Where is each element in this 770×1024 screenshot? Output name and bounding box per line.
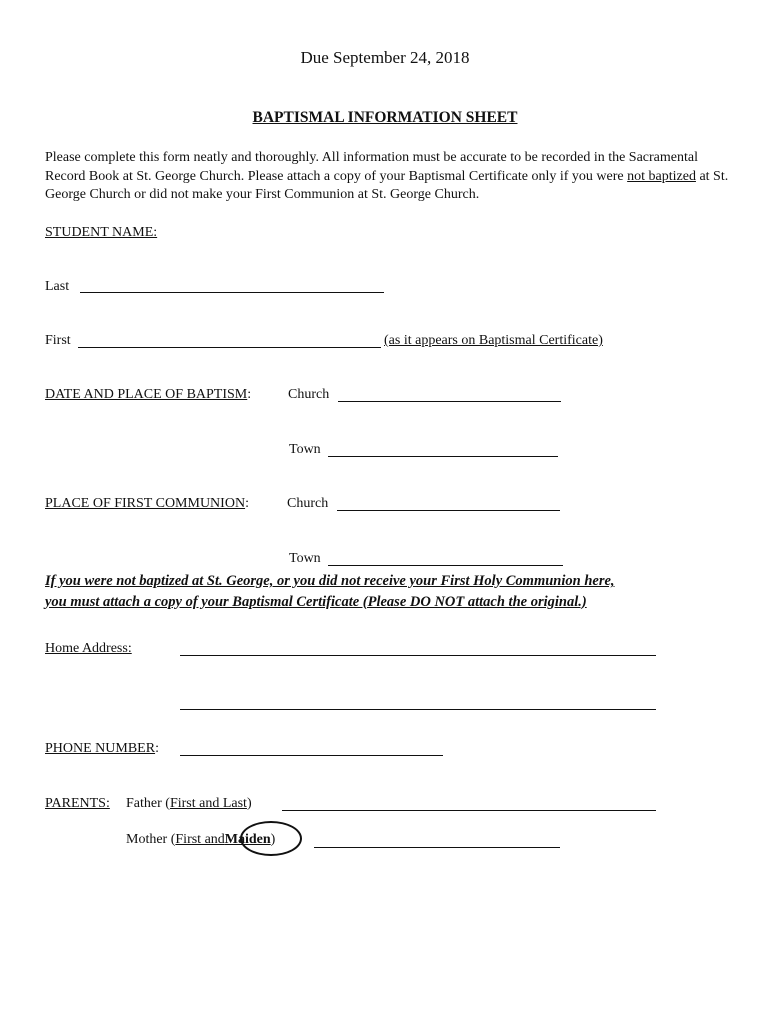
communion-church-label: Church bbox=[287, 496, 329, 511]
baptism-town-field[interactable] bbox=[328, 456, 558, 457]
last-name-label: Last bbox=[45, 279, 70, 294]
form-title: BAPTISMAL INFORMATION SHEET bbox=[252, 109, 518, 126]
last-name-field[interactable] bbox=[80, 292, 384, 293]
father-name-format: First and Last bbox=[169, 796, 247, 811]
mother-suffix: ) bbox=[270, 832, 276, 847]
phone-label bbox=[45, 741, 159, 757]
baptism-town-label: Town bbox=[289, 442, 321, 457]
communion-heading-text: PLACE OF FIRST COMMUNION bbox=[45, 496, 246, 511]
mother-maiden-format: Maiden bbox=[224, 832, 271, 847]
communion-heading-colon: : bbox=[245, 496, 249, 511]
maiden-circle-mark bbox=[240, 821, 302, 856]
communion-town-field[interactable] bbox=[328, 565, 563, 566]
warning-line-2: you must attach a copy of your Baptismal Certificate (Please DO NOT attach the original.) bbox=[45, 593, 587, 610]
instructions-text: Please complete this form neatly and thoroughly. All information must be accurate to be recorded in the Sacramental Record Book at St. George Church. Please attach a copy of your Baptismal Certificate only if you were bbox=[45, 150, 698, 184]
communion-heading bbox=[45, 496, 249, 512]
mother-first-format: First and bbox=[175, 832, 225, 847]
phone-label-text: PHONE NUMBER bbox=[45, 741, 156, 756]
baptism-heading-text: DATE AND PLACE OF BAPTISM bbox=[45, 387, 248, 402]
father-name-field[interactable] bbox=[282, 810, 656, 811]
communion-church-field[interactable] bbox=[337, 510, 560, 511]
baptism-heading bbox=[45, 387, 251, 403]
first-name-label: First bbox=[45, 333, 71, 348]
first-name-note: (as it appears on Baptismal Certificate) bbox=[384, 333, 603, 348]
phone-field[interactable] bbox=[180, 755, 443, 756]
mother-name-field[interactable] bbox=[314, 847, 560, 848]
baptism-church-field[interactable] bbox=[338, 401, 561, 402]
instructions-paragraph bbox=[45, 149, 735, 205]
parents-heading: PARENTS: bbox=[45, 796, 110, 811]
home-address-field-2[interactable] bbox=[180, 709, 656, 710]
first-name-field[interactable] bbox=[78, 347, 381, 348]
instructions-text-end: at St. George Church or did not make your First Communion at St. George Church. bbox=[45, 168, 729, 202]
father-label bbox=[126, 796, 252, 812]
father-prefix: Father ( bbox=[126, 796, 170, 811]
communion-town-label: Town bbox=[289, 551, 321, 566]
baptism-heading-colon: : bbox=[247, 387, 252, 402]
due-date: Due September 24, 2018 bbox=[300, 48, 470, 67]
certificate-warning bbox=[45, 571, 735, 612]
warning-line-1: If you were not baptized at St. George, or you did not receive your First Holy Communion here, bbox=[45, 573, 615, 589]
student-name-heading: STUDENT NAME: bbox=[45, 225, 158, 240]
home-address-label: Home Address: bbox=[45, 641, 132, 656]
baptism-church-label: Church bbox=[288, 387, 330, 402]
father-suffix: ) bbox=[246, 796, 252, 811]
mother-prefix: Mother ( bbox=[126, 832, 176, 847]
phone-label-colon: : bbox=[155, 741, 159, 756]
not-baptized-emphasis: not baptized bbox=[627, 168, 696, 184]
home-address-field-1[interactable] bbox=[180, 655, 656, 656]
